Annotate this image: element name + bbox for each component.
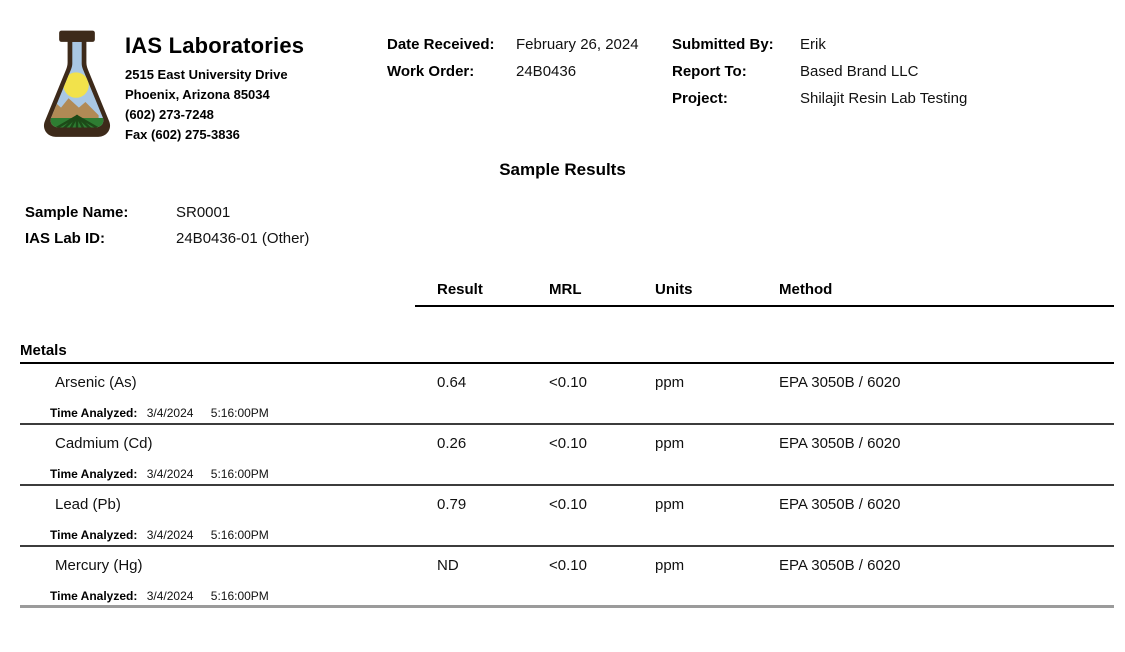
submitted-by-value: Erik [800,36,826,53]
header-result: Result [415,275,527,307]
result-row-values [20,374,1114,391]
units-value: ppm [655,557,685,574]
meta-submitted-by [672,31,967,58]
result-value: ND [437,557,459,574]
lab-phone: (602) 273-7248 [125,107,214,122]
time-analyzed-label: Time Analyzed: [50,589,138,603]
units-value: ppm [655,435,685,452]
header-analyte-spacer [20,275,415,307]
lab-address [125,65,304,145]
project-value: Shilajit Resin Lab Testing [800,90,968,107]
work-order-label: Work Order: [387,63,475,80]
results-table-header [20,275,1114,307]
result-value: 0.26 [437,435,467,452]
analyte-name: Cadmium (Cd) [55,435,153,452]
time-analyzed-time: 5:16:00PM [210,528,269,542]
date-received-value: February 26, 2024 [516,36,639,53]
time-analyzed-row [50,528,269,542]
time-analyzed-date: 3/4/2024 [146,467,194,481]
sample-identifiers [25,200,309,252]
time-analyzed-row [50,589,269,603]
result-value: 0.64 [437,374,467,391]
header-units: Units [633,275,757,307]
submitted-by-label: Submitted By: [672,36,774,53]
time-analyzed-date: 3/4/2024 [146,589,194,603]
meta-report-to [672,58,967,85]
result-row [20,425,1114,486]
project-label: Project: [672,90,728,107]
analyte-name: Arsenic (As) [55,374,137,391]
lab-id-value: 24B0436-01 (Other) [176,230,310,247]
results-rows [20,364,1114,608]
time-analyzed-row [50,406,269,420]
header-method: Method [757,275,1114,307]
method-value: EPA 3050B / 6020 [779,496,901,513]
method-value: EPA 3050B / 6020 [779,374,901,391]
results-table [20,275,1114,608]
mrl-value: <0.10 [549,557,587,574]
mrl-value: <0.10 [549,496,587,513]
meta-column-right [672,31,967,112]
result-row [20,364,1114,425]
time-analyzed-time: 5:16:00PM [210,406,269,420]
time-analyzed-label: Time Analyzed: [50,406,138,420]
lab-fax: Fax (602) 275-3836 [125,127,240,142]
report-to-label: Report To: [672,63,747,80]
header-mrl: MRL [527,275,633,307]
sample-name-row [25,200,309,226]
meta-date-received [387,31,639,58]
time-analyzed-time: 5:16:00PM [210,467,269,481]
time-analyzed-date: 3/4/2024 [146,528,194,542]
work-order-value: 24B0436 [516,63,577,80]
units-value: ppm [655,496,685,513]
report-to-value: Based Brand LLC [800,63,919,80]
ias-flask-logo-icon [30,26,124,148]
method-value: EPA 3050B / 6020 [779,557,901,574]
method-value: EPA 3050B / 6020 [779,435,901,452]
result-row [20,547,1114,608]
meta-column-left [387,31,639,85]
metals-group-header: Metals [20,342,1114,364]
time-analyzed-row [50,467,269,481]
result-row-values [20,435,1114,452]
mrl-value: <0.10 [549,435,587,452]
analyte-name: Lead (Pb) [55,496,121,513]
lab-address-line1: 2515 East University Drive [125,67,288,82]
lab-identity [125,33,304,145]
sample-name-value: SR0001 [176,204,231,221]
lab-id-label: IAS Lab ID: [25,230,106,247]
sample-name-label: Sample Name: [25,204,129,221]
result-row-values [20,496,1114,513]
meta-work-order [387,58,639,85]
result-row-values [20,557,1114,574]
result-value: 0.79 [437,496,467,513]
report-title: Sample Results [499,160,626,179]
date-received-label: Date Received: [387,36,495,53]
lab-address-line2: Phoenix, Arizona 85034 [125,87,270,102]
meta-project [672,85,967,112]
lab-name: IAS Laboratories [125,33,305,58]
mrl-value: <0.10 [549,374,587,391]
time-analyzed-label: Time Analyzed: [50,467,138,481]
time-analyzed-date: 3/4/2024 [146,406,194,420]
result-row [20,486,1114,547]
analyte-name: Mercury (Hg) [55,557,143,574]
units-value: ppm [655,374,685,391]
time-analyzed-time: 5:16:00PM [210,589,269,603]
lab-id-row [25,226,309,252]
time-analyzed-label: Time Analyzed: [50,528,138,542]
